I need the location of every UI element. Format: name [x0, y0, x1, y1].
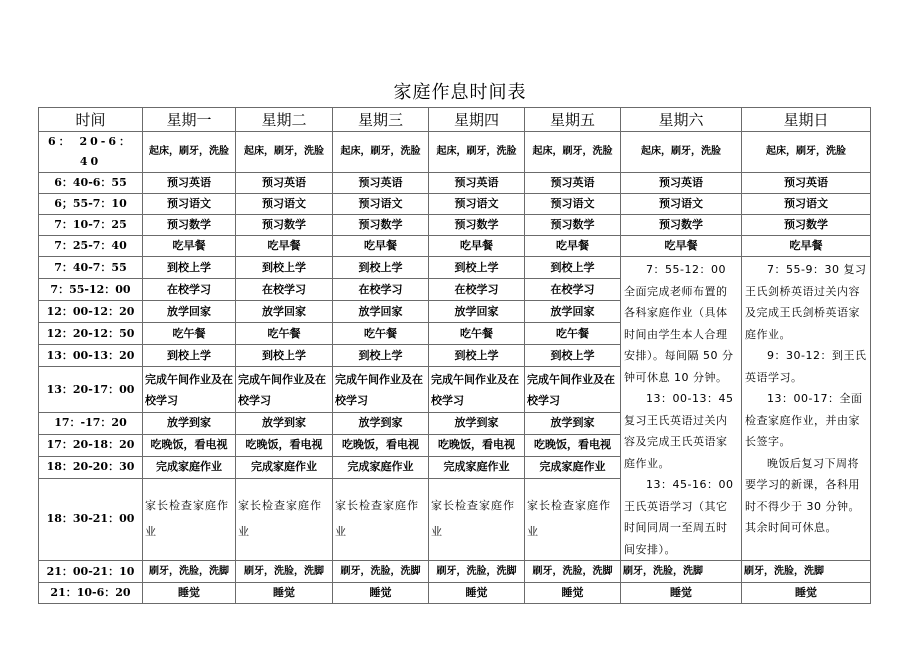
schedule-cell: 预习英语 — [236, 173, 333, 194]
sunday-plan-paragraph: 晚饭后复习下周将要学习的新课，各科用时不得少于 30 分钟。其余时间可休息。 — [745, 456, 860, 534]
schedule-cell: 起床，刷牙，洗脸 — [742, 132, 871, 173]
schedule-cell: 吃早餐 — [333, 236, 429, 257]
schedule-cell: 吃晚饭，看电视 — [429, 434, 525, 456]
schedule-cell: 吃早餐 — [525, 236, 621, 257]
schedule-cell: 到校上学 — [236, 257, 333, 279]
time-cell: 7：55-12：00 — [39, 279, 143, 301]
schedule-cell: 吃午餐 — [236, 323, 333, 345]
schedule-cell: 刷牙，洗脸，洗脚 — [525, 561, 621, 583]
schedule-cell: 在校学习 — [525, 279, 621, 301]
schedule-cell: 到校上学 — [429, 257, 525, 279]
schedule-cell: 预习数学 — [236, 215, 333, 236]
schedule-cell: 睡觉 — [333, 583, 429, 604]
header-thursday: 星期四 — [429, 108, 525, 132]
schedule-cell: 放学回家 — [236, 301, 333, 323]
time-cell: 13：20-17：00 — [39, 367, 143, 412]
schedule-cell: 吃早餐 — [236, 236, 333, 257]
schedule-cell: 到校上学 — [333, 345, 429, 367]
schedule-cell: 预习数学 — [525, 215, 621, 236]
time-cell: 12：00-12：20 — [39, 301, 143, 323]
table-row — [39, 194, 871, 215]
schedule-table — [38, 107, 871, 604]
header-wednesday: 星期三 — [333, 108, 429, 132]
time-cell: 6：40-6：55 — [39, 173, 143, 194]
schedule-cell: 起床，刷牙，洗脸 — [333, 132, 429, 173]
header-row — [39, 108, 871, 132]
table-row — [39, 173, 871, 194]
schedule-cell: 睡觉 — [143, 583, 236, 604]
schedule-cell: 吃早餐 — [429, 236, 525, 257]
schedule-cell: 完成午间作业及在校学习 — [143, 367, 236, 412]
table-row — [39, 583, 871, 604]
schedule-cell: 预习语文 — [236, 194, 333, 215]
page-title: 家庭作息时间表 — [393, 82, 527, 103]
schedule-cell: 在校学习 — [429, 279, 525, 301]
schedule-cell: 预习英语 — [742, 173, 871, 194]
header-saturday: 星期六 — [621, 108, 742, 132]
schedule-cell: 预习语文 — [429, 194, 525, 215]
schedule-cell: 吃早餐 — [742, 236, 871, 257]
schedule-cell: 在校学习 — [333, 279, 429, 301]
schedule-cell: 预习数学 — [429, 215, 525, 236]
schedule-cell: 吃晚饭，看电视 — [236, 434, 333, 456]
saturday-plan-cell — [621, 257, 742, 561]
schedule-cell: 睡觉 — [236, 583, 333, 604]
schedule-cell: 放学回家 — [333, 301, 429, 323]
schedule-cell: 到校上学 — [525, 345, 621, 367]
schedule-cell: 刷牙，洗脸，洗脚 — [429, 561, 525, 583]
time-cell: 18：30-21：00 — [39, 478, 143, 560]
schedule-cell: 放学回家 — [525, 301, 621, 323]
schedule-cell: 预习英语 — [333, 173, 429, 194]
schedule-cell: 刷牙，洗脸，洗脚 — [742, 561, 871, 583]
schedule-cell: 刷牙，洗脸，洗脚 — [333, 561, 429, 583]
schedule-cell: 起床，刷牙，洗脸 — [621, 132, 742, 173]
schedule-cell: 吃晚饭，看电视 — [143, 434, 236, 456]
schedule-cell: 放学到家 — [333, 412, 429, 434]
schedule-cell: 吃早餐 — [621, 236, 742, 257]
schedule-cell: 放学到家 — [143, 412, 236, 434]
schedule-cell: 家长检查家庭作业 — [525, 478, 621, 560]
table-row — [39, 132, 871, 173]
schedule-cell: 预习语文 — [333, 194, 429, 215]
schedule-cell: 完成午间作业及在校学习 — [429, 367, 525, 412]
header-monday: 星期一 — [143, 108, 236, 132]
schedule-cell: 起床，刷牙，洗脸 — [429, 132, 525, 173]
time-cell: 18：20-20：30 — [39, 456, 143, 478]
schedule-cell: 吃午餐 — [429, 323, 525, 345]
schedule-cell: 到校上学 — [236, 345, 333, 367]
schedule-cell: 在校学习 — [143, 279, 236, 301]
schedule-cell: 完成家庭作业 — [236, 456, 333, 478]
schedule-cell: 到校上学 — [143, 257, 236, 279]
schedule-cell: 预习数学 — [621, 215, 742, 236]
schedule-cell: 预习数学 — [143, 215, 236, 236]
sunday-plan-paragraph: 13：00-17：全面检查家庭作业，并由家长签字。 — [745, 392, 863, 448]
schedule-cell: 完成家庭作业 — [143, 456, 236, 478]
time-cell: 17：-17：20 — [39, 412, 143, 434]
schedule-cell: 刷牙，洗脸，洗脚 — [236, 561, 333, 583]
header-tuesday: 星期二 — [236, 108, 333, 132]
schedule-cell: 家长检查家庭作业 — [143, 478, 236, 560]
time-cell: 7：25-7：40 — [39, 236, 143, 257]
time-cell: 7：40-7：55 — [39, 257, 143, 279]
schedule-cell: 吃午餐 — [525, 323, 621, 345]
saturday-plan-paragraph: 13：45-16：00 王氏英语学习（其它时间同周一至周五时间安排）。 — [624, 478, 734, 556]
schedule-cell: 预习语文 — [143, 194, 236, 215]
time-cell: 21：00-21：10 — [39, 561, 143, 583]
schedule-cell: 完成家庭作业 — [525, 456, 621, 478]
schedule-cell: 放学回家 — [143, 301, 236, 323]
schedule-cell: 放学回家 — [429, 301, 525, 323]
schedule-cell: 预习数学 — [333, 215, 429, 236]
sunday-plan-paragraph: 9：30-12：到王氏英语学习。 — [745, 349, 867, 384]
schedule-cell: 到校上学 — [143, 345, 236, 367]
schedule-cell: 吃晚饭，看电视 — [333, 434, 429, 456]
table-row — [39, 561, 871, 583]
schedule-cell: 到校上学 — [429, 345, 525, 367]
time-cell: 6；55-7：10 — [39, 194, 143, 215]
schedule-cell: 家长检查家庭作业 — [236, 478, 333, 560]
header-sunday: 星期日 — [742, 108, 871, 132]
schedule-cell: 起床，刷牙，洗脸 — [236, 132, 333, 173]
time-cell: 7：10-7：25 — [39, 215, 143, 236]
schedule-cell: 预习数学 — [742, 215, 871, 236]
schedule-cell: 完成午间作业及在校学习 — [236, 367, 333, 412]
schedule-cell: 预习语文 — [525, 194, 621, 215]
table-row — [39, 215, 871, 236]
schedule-cell: 放学到家 — [525, 412, 621, 434]
sunday-plan-paragraph: 7：55-9：30 复习王氏剑桥英语过关内容及完成王氏剑桥英语家庭作业。 — [745, 263, 867, 341]
header-friday: 星期五 — [525, 108, 621, 132]
schedule-cell: 起床，刷牙，洗脸 — [525, 132, 621, 173]
schedule-cell: 睡觉 — [429, 583, 525, 604]
schedule-cell: 睡觉 — [621, 583, 742, 604]
table-row — [39, 257, 871, 279]
schedule-cell: 预习语文 — [621, 194, 742, 215]
schedule-cell: 吃午餐 — [143, 323, 236, 345]
schedule-cell: 家长检查家庭作业 — [333, 478, 429, 560]
schedule-cell: 在校学习 — [236, 279, 333, 301]
schedule-cell: 吃午餐 — [333, 323, 429, 345]
saturday-plan-paragraph: 13：00-13：45 复习王氏英语过关内容及完成王氏英语家庭作业。 — [624, 392, 734, 470]
schedule-cell: 吃晚饭，看电视 — [525, 434, 621, 456]
schedule-cell: 睡觉 — [525, 583, 621, 604]
schedule-cell: 预习英语 — [429, 173, 525, 194]
schedule-cell: 完成家庭作业 — [333, 456, 429, 478]
time-cell: 12：20-12：50 — [39, 323, 143, 345]
time-cell: 17：20-18：20 — [39, 434, 143, 456]
table-row — [39, 236, 871, 257]
schedule-cell: 完成午间作业及在校学习 — [525, 367, 621, 412]
schedule-cell: 预习英语 — [621, 173, 742, 194]
schedule-cell: 完成家庭作业 — [429, 456, 525, 478]
schedule-cell: 刷牙，洗脸，洗脚 — [621, 561, 742, 583]
schedule-cell: 到校上学 — [525, 257, 621, 279]
schedule-cell: 起床，刷牙，洗脸 — [143, 132, 236, 173]
schedule-cell: 预习英语 — [143, 173, 236, 194]
schedule-cell: 放学到家 — [429, 412, 525, 434]
schedule-cell: 到校上学 — [333, 257, 429, 279]
header-time: 时间 — [39, 108, 143, 132]
schedule-cell: 完成午间作业及在校学习 — [333, 367, 429, 412]
schedule-cell: 刷牙，洗脸，洗脚 — [143, 561, 236, 583]
schedule-cell: 睡觉 — [742, 583, 871, 604]
schedule-cell: 预习语文 — [742, 194, 871, 215]
time-cell: 13：00-13：20 — [39, 345, 143, 367]
schedule-cell: 家长检查家庭作业 — [429, 478, 525, 560]
sunday-plan-cell — [742, 257, 871, 561]
time-cell: 21：10-6：20 — [39, 583, 143, 604]
time-cell: 6： 20-6： 40 — [39, 132, 143, 173]
schedule-cell: 放学到家 — [236, 412, 333, 434]
saturday-plan-paragraph: 7：55-12：00 全面完成老师布置的各科家庭作业（具体时间由学生本人合理安排）。每间隔 50 分钟可休息 10 分钟。 — [624, 263, 734, 384]
schedule-cell: 吃早餐 — [143, 236, 236, 257]
schedule-cell: 预习英语 — [525, 173, 621, 194]
